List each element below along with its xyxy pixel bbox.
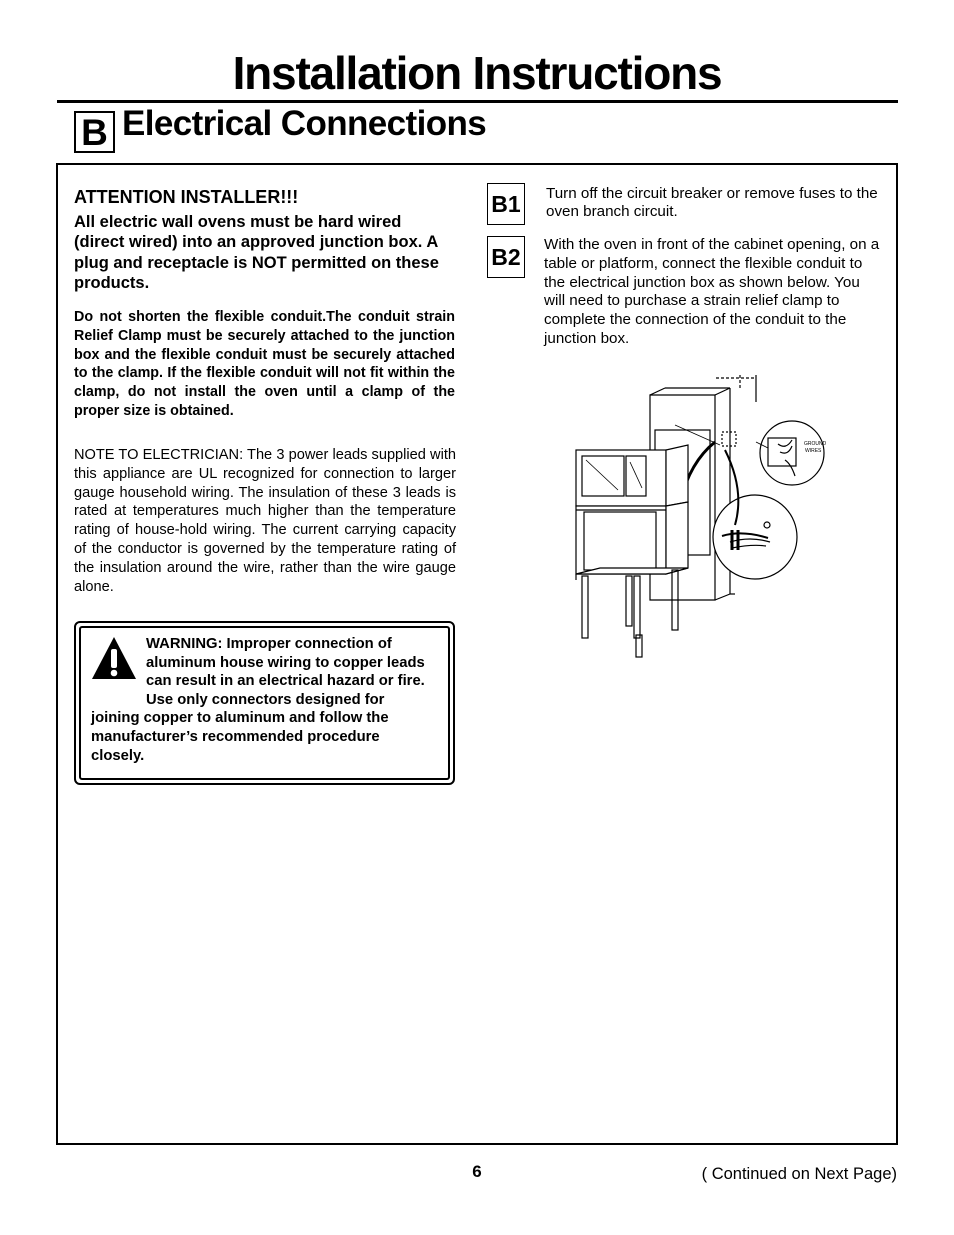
step-b2-label: B2 — [487, 236, 525, 278]
warning-text-block — [91, 635, 432, 765]
attention-body: All electric wall ovens must be hard wired (direct wired) into an approved junction box. A plug and receptacle is NOT permitted on these products. — [74, 213, 439, 292]
oven-installation-diagram — [570, 370, 830, 665]
warning-text-indent — [91, 635, 146, 691]
step-b2-text: With the oven in front of the cabinet opening, on a table or platform, connect the flexible conduit to the electrical junction box as shown below. You will need to purchase a strain relief clamp to complete the connection of the conduit to the junction box. — [544, 236, 880, 347]
section-letter-badge: B — [74, 111, 115, 153]
electrician-note: NOTE TO ELECTRICIAN: The 3 power leads supplied with this appliance are UL recognized for connection to larger gauge household wiring. The insulation of these 3 leads is rated at temperatures much higher than the temperature rating of house-hold wiring. The current carrying capacity of the conductor is governed by the temperature rating of the insulation around the wire, rather than the wire gauge alone. — [74, 447, 456, 595]
attention-heading: ATTENTION INSTALLER!!! — [74, 187, 299, 207]
double-oven — [576, 445, 688, 574]
section-title: Electrical Connections — [122, 104, 487, 143]
title-rule — [57, 100, 898, 103]
step-b1-text: Turn off the circuit breaker or remove fuses to the oven branch circuit. — [546, 185, 878, 220]
page-title: Installation Instructions — [232, 47, 722, 99]
callout-ground-wires — [756, 421, 827, 485]
conduit-note: Do not shorten the flexible conduit.The conduit strain Relief Clamp must be securely attached to the junction box and the flexible conduit must be securely attached to the clamp. If the flexible conduit will not fit within the clamp, do not install the oven until a clamp of the proper size is obtained. — [74, 309, 455, 419]
callout-conduit-leads — [713, 495, 797, 579]
callout-label-1: GROUND — [804, 441, 827, 447]
callout-label-2: WIRES — [805, 448, 822, 454]
warning-text: WARNING: Improper connection of aluminum house wiring to copper leads can result in an electrical hazard or fire. Use only connectors designed for joining copper to aluminum and follow the manufacturer’s recommended procedure closely. — [91, 636, 425, 764]
continued-note: ( Continued on Next Page) — [701, 1165, 897, 1183]
page-number: 6 — [472, 1162, 482, 1181]
step-b1-label: B1 — [487, 183, 525, 225]
